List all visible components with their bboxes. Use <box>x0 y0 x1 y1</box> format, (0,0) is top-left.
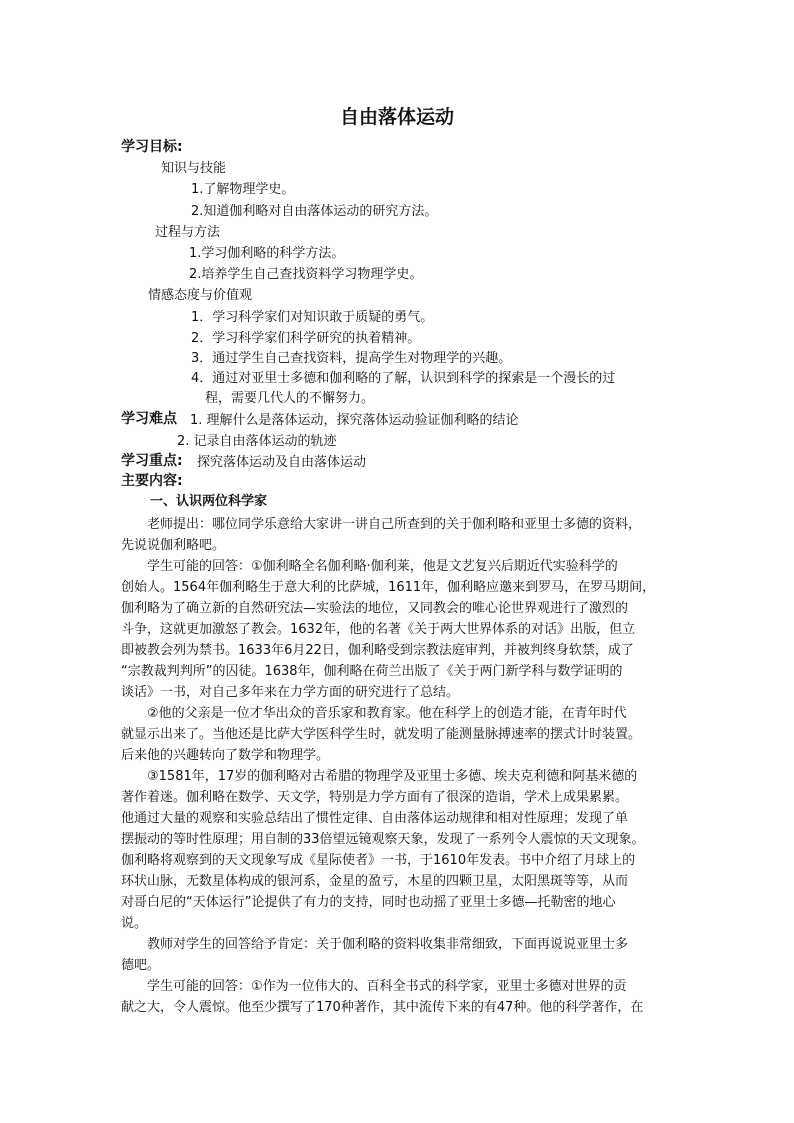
paragraph-line: 后来他的兴趣转向了数学和物理学。 <box>121 748 330 763</box>
paragraph-line: 学生可能的回答：①伽利略全名伽利略·伽利莱，他是文艺复兴后期近代实验科学的 <box>121 559 618 574</box>
paragraph-line: 就显示出来了。当他还是比萨大学医科学生时，就发明了能测量脉搏速率的摆式计时装置。 <box>121 727 642 742</box>
difficulty-item-2: 2. 记录自由落体运动的轨迹 <box>177 434 337 449</box>
knowledge-item-1: 1.了解物理学史。 <box>191 182 295 197</box>
attitude-item-4: 4．通过对亚里士多德和伽利略的了解，认识到科学的探索是一个漫长的过 <box>191 371 616 386</box>
paragraph <box>121 934 676 976</box>
paragraph-line: 即被教会列为禁书。1633年6月22日，伽利略受到宗教法庭审判，并被判终身软禁，成了 <box>121 643 634 658</box>
attitude-item-4-cont: 程，需要几代人的不懈努力。 <box>205 391 375 406</box>
paragraph-line: 德吧。 <box>121 958 161 973</box>
paragraph-line: 环状山脉，无数星体构成的银河系，金星的盈亏，木星的四颗卫星，太阳黑斑等等，从而 <box>121 874 629 889</box>
knowledge-heading: 知识与技能 <box>161 161 227 176</box>
focus-heading: 学习重点: <box>121 453 183 469</box>
page-title: 自由落体运动 <box>339 106 454 128</box>
process-item-2: 2.培养学生自己查找资料学习物理学史。 <box>189 267 423 282</box>
section-heading: 一、认识两位科学家 <box>150 494 268 509</box>
paragraph-line: 斗争，这就更加激怒了教会。1632年，他的名著《关于两大世界体系的对话》出版，但立 <box>121 622 636 637</box>
process-item-1: 1.学习伽利略的科学方法。 <box>189 246 345 261</box>
paragraph-line: 说。 <box>121 916 148 931</box>
paragraph <box>121 766 676 934</box>
paragraph-line: 对哥白尼的“天体运行”论提供了有力的支持，同时也动摇了亚里士多德—托勒密的地心 <box>121 895 616 910</box>
paragraph-line: 学生可能的回答：①作为一位伟大的、百科全书式的科学家，亚里士多德对世界的贡 <box>121 979 627 994</box>
paragraph-line: 谈话》一书，对自己多年来在力学方面的研究进行了总结。 <box>121 685 460 700</box>
knowledge-item-2: 2.知道伽利略对自由落体运动的研究方法。 <box>191 204 438 219</box>
paragraph-line: 创始人。1564年伽利略生于意大利的比萨城，1611年，伽利略应邀来到罗马，在罗马期间， <box>121 580 656 595</box>
objectives-heading: 学习目标: <box>121 139 183 155</box>
paragraph-line: 先说说伽利略吧。 <box>121 538 226 553</box>
paragraph <box>121 703 676 766</box>
process-heading: 过程与方法 <box>155 225 221 240</box>
paragraph-line: 老师提出：哪位同学乐意给大家讲一讲自己所查到的关于伽利略和亚里士多德的资料， <box>121 517 642 532</box>
paragraph-line: ②他的父亲是一位才华出众的音乐家和教育家。他在科学上的创造才能，在青年时代 <box>121 706 627 721</box>
paragraph-line: “宗教裁判判所”的囚徒。1638年，伽利略在荷兰出版了《关于两门新学科与数学证明的 <box>121 664 623 679</box>
paragraph <box>121 514 676 556</box>
paragraph-line: 伽利略为了确立新的自然研究法—实验法的地位，又同教会的唯心论世界观进行了激烈的 <box>121 601 629 616</box>
main-content-heading: 主要内容: <box>121 473 183 489</box>
paragraph-line: 他通过大量的观察和实验总结出了惯性定律、自由落体运动规律和相对性原理；发现了单 <box>121 811 629 826</box>
paragraph-line: 献之大，令人震惊。他至少撰写了170种著作，其中流传下来的有47种。他的科学著作，在 <box>121 1000 644 1015</box>
paragraph <box>121 976 676 1018</box>
focus-text: 探究落体运动及自由落体运动 <box>197 455 367 470</box>
attitude-heading: 情感态度与价值观 <box>148 288 253 303</box>
difficulty-heading: 学习难点 <box>121 411 177 427</box>
paragraph-line: 摆振动的等时性原理；用自制的33倍望远镜观察天象，发现了一系列令人震惊的天文现象。 <box>121 832 645 847</box>
attitude-item-2: 2．学习科学家们科学研究的执着精神。 <box>191 331 421 346</box>
paragraph-line: 著作着迷。伽利略在数学、天文学，特别是力学方面有了很深的造诣，学术上成果累累。 <box>121 790 629 805</box>
attitude-item-3: 3．通过学生自己查找资料，提高学生对物理学的兴趣。 <box>191 351 512 366</box>
attitude-item-1: 1．学习科学家们对知识敢于质疑的勇气。 <box>191 310 434 325</box>
paragraph-line: ③1581年，17岁的伽利略对古希腊的物理学及亚里士多德、埃夫克利德和阿基米德的 <box>121 769 638 784</box>
paragraph-line: 教师对学生的回答给予肯定：关于伽利略的资料收集非常细致，下面再说说亚里士多 <box>121 937 629 952</box>
paragraph <box>121 556 676 703</box>
paragraph-line: 伽利略将观察到的天文现象写成《星际使者》一书，于1610年发表。书中介绍了月球上的 <box>121 853 636 868</box>
difficulty-item-1: 1. 理解什么是落体运动，探究落体运动验证伽利略的结论 <box>190 413 519 428</box>
